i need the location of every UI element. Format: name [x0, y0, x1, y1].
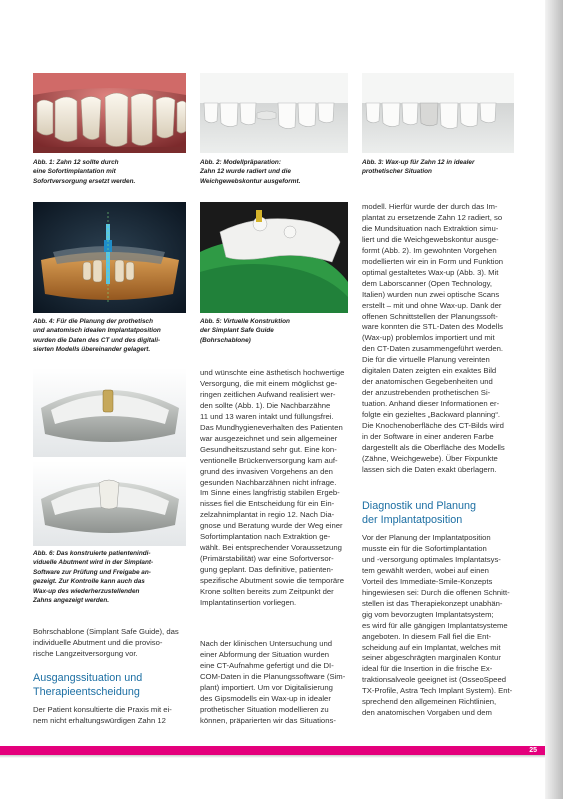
- middle-column-para2: Nach der klinischen Untersuchung und einer Abformung der Situation wurden eine CT-Aufnahme gefertigt und die DI- COM-Daten in die Planungssoftware (Sim- plant) importiert. Um vor Digitalisierung des Gipsmodells ein Wax-up in idealer prothetischer Situation modellieren zu können, präparierten wir das Situations-: [200, 639, 346, 725]
- plaster-model-prepared: [200, 73, 348, 153]
- caption-fig2: Abb. 2: Modellpräparation: Zahn 12 wurde radiert und die Weichgewebskontur ausgeformt.: [200, 159, 301, 185]
- right-column-para1: modell. Hierfür wurde der durch das Im- plantat zu ersetzende Zahn 12 radiert, so die Mundsituation nach Extraktion simu- liert und die Weichgewebskontur ausge- formt (Abb. 2). Im gewohnten Vorgehen modellierten wir ein in Form und Funktion optimal gestaltetes Wax-up (Abb. 3). Mit dem Laborscanner (Open Technology, Italien) wurden nun zwei optische Scans erstellt – mit und ohne Wax-up. Dank der offenen Schnittstellen der Planungssoft- ware konnten die STL-Daten des Modells (Wax-up) problemlos importiert und mit den CT-Daten zusammengeführt werden. Die für die virtuelle Planung vereinten digitalen Daten zeigten ein exaktes Bild der anatomischen Gegebenheiten und der anzustrebenden prothetischen Si- tuation. Anhand dieser Informationen er- folgte ein gezieltes „Backward planning“. Die Knochenoberfläche des CT-Bilds wird in der Software in einer anderen Farbe dargestellt als die Oberfläche des Modells (Zähne, Weichgewebe). Über Fixpunkte lassen sich die Daten exakt überlagern.: [362, 202, 505, 474]
- abutment-software-render-2: [33, 461, 186, 546]
- left-column-body: Der Patient konsultierte die Praxis mit ei- nem nicht erhaltungswürdigen Zahn 12: [33, 705, 172, 725]
- heading-diagnostik: Diagnostik und Planung der Implantatposition: [362, 500, 477, 526]
- middle-column-para1: und wünschte eine ästhetisch hochwertige Versorgung, die mit einem möglichst ge- ringen zeitlichen Aufwand realisiert wer- den sollte (Abb. 1). Die Nachbarzähne 11 und 13 waren intakt und füllungsfrei. Das Mundhygieneverhalten des Patienten war ausgezeichnet und sein allgemeiner Gesundheitszustand sehr gut. Eine kon- ventionelle Brückenversorgung kam auf- grund des invasiven Vorgehens an den gesunden Nachbarzähnen nicht infrage. Im Sinne eines langfristig stabilen Ergeb- nisses fiel die Entscheidung für ein Ein- zelzahnimplantat in regio 12. Nach Dia- gnose und Beratung wurde der Weg einer Sofortimplantation nach Extraktion ge- wählt. Bei entsprechender Voraussetzung (Primärstabilität) war eine Sofortversor- gung geplant. Das definitive, patienten- spezifische Abutment sowie die temporäre Krone sollten bereits zum Zeitpunkt der Implantatinsertion vorliegen.: [200, 368, 345, 608]
- clinical-photo-teeth: [33, 73, 186, 153]
- right-column-para2: Vor der Planung der Implantatposition musste ein für die Sofortimplantation und -versorgung optimales Implantatsys- tem gewählt werden, wobei auf einen Vorteil des Immediate-Smile-Konzepts hingewiesen sei: Durch die offenen Schnitt- stellen ist das Therapiekonzept unabhän- gig vom bevorzugten Implantatsystem; es wird für alle gängigen Implantatsysteme angeboten. In diesem Fall fiel die Ent- scheidung auf ein Implantat, welches mit seiner abgeschrägten marginalen Kontur ideal für die Insertion in die frische Ex- traktionsalveole geeignet ist (OsseoSpeed TX-Profile, Astra Tech Implant System). Ent- sprechend den allgemeinen Richtlinien, den anatomischen Vorgaben und dem: [362, 533, 513, 718]
- caption-fig3: Abb. 3: Wax-up für Zahn 12 in idealer prothetischer Situation: [362, 159, 475, 176]
- page-number: 25: [529, 747, 537, 754]
- footer-shadow: [0, 755, 545, 758]
- caption-fig1: Abb. 1: Zahn 12 sollte durch eine Sofortimplantation mit Sofortversorgung ersetzt werden.: [33, 159, 136, 185]
- page-edge: [545, 0, 563, 799]
- left-column-intro: Bohrschablone (Simplant Safe Guide), das individuelle Abutment und die proviso- rische Langzeitversorgung vor.: [33, 627, 179, 658]
- plaster-model-wax-up: [362, 73, 514, 153]
- caption-fig6: Abb. 6: Das konstruierte patientenindi- viduelle Abutment wird in der Simplant- Software zur Prüfung und Freigabe an- gezeigt. Zur Kontrolle kann auch das Wax-up des wiederherzustellenden Zahns angezeigt werden.: [33, 550, 154, 605]
- heading-ausgangssituation: Ausgangssituation und Therapieentscheidung: [33, 672, 143, 698]
- footer-accent-bar: [0, 746, 545, 755]
- ct-3d-planning-render: [33, 202, 186, 313]
- caption-fig5: Abb. 5: Virtuelle Konstruktion der Simplant Safe Guide (Bohrschablone): [200, 318, 290, 344]
- virtual-surgical-guide-render: [200, 202, 348, 313]
- abutment-software-render-1: [33, 368, 186, 457]
- caption-fig4: Abb. 4: Für die Planung der prothetisch und anatomisch idealen Implantatposition wurden die Daten des CT und des digitali- sierten Modells übereinander gelagert.: [33, 318, 161, 354]
